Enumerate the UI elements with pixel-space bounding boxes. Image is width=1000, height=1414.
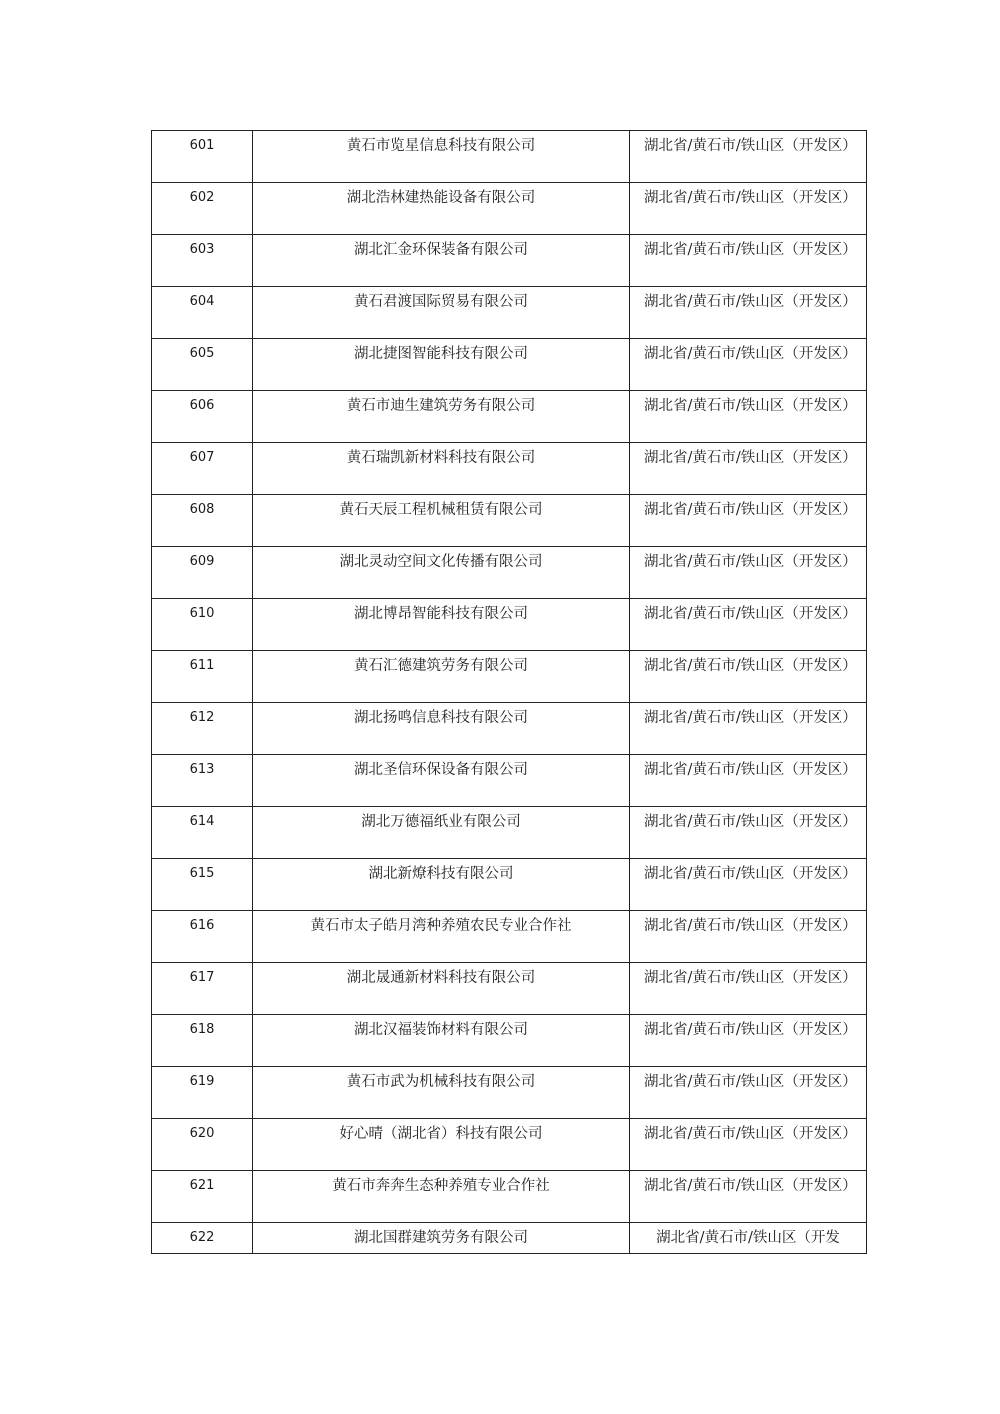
company-region: 湖北省/黄石市/铁山区（开发区） [630, 131, 867, 183]
table-row [152, 807, 867, 859]
company-region: 湖北省/黄石市/铁山区（开发区） [630, 1171, 867, 1223]
table-row [152, 1171, 867, 1223]
row-number: 604 [152, 287, 253, 339]
company-region: 湖北省/黄石市/铁山区（开发区） [630, 807, 867, 859]
company-name: 好心晴（湖北省）科技有限公司 [253, 1119, 630, 1171]
row-number: 601 [152, 131, 253, 183]
company-region: 湖北省/黄石市/铁山区（开发区） [630, 651, 867, 703]
cell-text: 湖北省/黄石市/铁山区（开发 [656, 1230, 840, 1246]
company-name: 湖北新燎科技有限公司 [253, 859, 630, 911]
row-number: 621 [152, 1171, 253, 1223]
table-row [152, 859, 867, 911]
company-region: 湖北省/黄石市/铁山区（开发区） [630, 183, 867, 235]
company-name [253, 1223, 630, 1254]
company-region: 湖北省/黄石市/铁山区（开发区） [630, 495, 867, 547]
table-row [152, 1223, 867, 1254]
company-region: 湖北省/黄石市/铁山区（开发区） [630, 547, 867, 599]
company-region: 湖北省/黄石市/铁山区（开发区） [630, 1119, 867, 1171]
company-registry-table [151, 130, 867, 1254]
table-row [152, 703, 867, 755]
company-region: 湖北省/黄石市/铁山区（开发区） [630, 235, 867, 287]
company-name: 黄石君渡国际贸易有限公司 [253, 287, 630, 339]
table-row [152, 235, 867, 287]
row-number: 615 [152, 859, 253, 911]
row-number: 620 [152, 1119, 253, 1171]
company-region: 湖北省/黄石市/铁山区（开发区） [630, 443, 867, 495]
company-name: 黄石瑞凯新材料科技有限公司 [253, 443, 630, 495]
row-number: 609 [152, 547, 253, 599]
company-name: 黄石市奔奔生态种养殖专业合作社 [253, 1171, 630, 1223]
table-row [152, 651, 867, 703]
row-number: 619 [152, 1067, 253, 1119]
company-region: 湖北省/黄石市/铁山区（开发区） [630, 339, 867, 391]
table-row [152, 495, 867, 547]
row-number: 608 [152, 495, 253, 547]
table-row [152, 1119, 867, 1171]
table-row [152, 1015, 867, 1067]
row-number: 612 [152, 703, 253, 755]
table-row [152, 911, 867, 963]
row-number: 602 [152, 183, 253, 235]
cell-text: 622 [189, 1230, 215, 1245]
company-region: 湖北省/黄石市/铁山区（开发区） [630, 911, 867, 963]
table-row [152, 183, 867, 235]
row-number: 617 [152, 963, 253, 1015]
company-region: 湖北省/黄石市/铁山区（开发区） [630, 391, 867, 443]
table-body [152, 131, 867, 1254]
table-row [152, 391, 867, 443]
company-region: 湖北省/黄石市/铁山区（开发区） [630, 755, 867, 807]
row-number: 603 [152, 235, 253, 287]
company-region: 湖北省/黄石市/铁山区（开发区） [630, 287, 867, 339]
company-name: 黄石市太子皓月湾种养殖农民专业合作社 [253, 911, 630, 963]
table-row [152, 131, 867, 183]
row-number: 613 [152, 755, 253, 807]
company-name: 湖北灵动空间文化传播有限公司 [253, 547, 630, 599]
company-name: 湖北万德福纸业有限公司 [253, 807, 630, 859]
company-name: 湖北晟通新材料科技有限公司 [253, 963, 630, 1015]
row-number: 614 [152, 807, 253, 859]
company-name: 黄石市迪生建筑劳务有限公司 [253, 391, 630, 443]
company-name: 湖北博昂智能科技有限公司 [253, 599, 630, 651]
table-row [152, 963, 867, 1015]
table-row [152, 339, 867, 391]
row-number: 616 [152, 911, 253, 963]
company-region: 湖北省/黄石市/铁山区（开发区） [630, 599, 867, 651]
company-name: 湖北浩林建热能设备有限公司 [253, 183, 630, 235]
company-region: 湖北省/黄石市/铁山区（开发区） [630, 703, 867, 755]
row-number: 605 [152, 339, 253, 391]
company-name: 黄石市武为机械科技有限公司 [253, 1067, 630, 1119]
row-number: 618 [152, 1015, 253, 1067]
table-row [152, 755, 867, 807]
company-name: 黄石汇德建筑劳务有限公司 [253, 651, 630, 703]
company-region: 湖北省/黄石市/铁山区（开发区） [630, 963, 867, 1015]
company-name: 黄石天辰工程机械租赁有限公司 [253, 495, 630, 547]
row-number: 607 [152, 443, 253, 495]
row-number: 611 [152, 651, 253, 703]
cell-text: 湖北国群建筑劳务有限公司 [354, 1230, 528, 1246]
row-number: 606 [152, 391, 253, 443]
table-row [152, 547, 867, 599]
company-name: 湖北扬鸣信息科技有限公司 [253, 703, 630, 755]
table-row [152, 1067, 867, 1119]
company-name: 黄石市览星信息科技有限公司 [253, 131, 630, 183]
row-number [152, 1223, 253, 1254]
table-row [152, 599, 867, 651]
company-region: 湖北省/黄石市/铁山区（开发区） [630, 1015, 867, 1067]
row-number: 610 [152, 599, 253, 651]
company-name: 湖北捷图智能科技有限公司 [253, 339, 630, 391]
company-name: 湖北圣信环保设备有限公司 [253, 755, 630, 807]
table-row [152, 287, 867, 339]
company-name: 湖北汇金环保装备有限公司 [253, 235, 630, 287]
company-region [630, 1223, 867, 1254]
table-row [152, 443, 867, 495]
company-region: 湖北省/黄石市/铁山区（开发区） [630, 859, 867, 911]
company-name: 湖北汉福装饰材料有限公司 [253, 1015, 630, 1067]
company-region: 湖北省/黄石市/铁山区（开发区） [630, 1067, 867, 1119]
